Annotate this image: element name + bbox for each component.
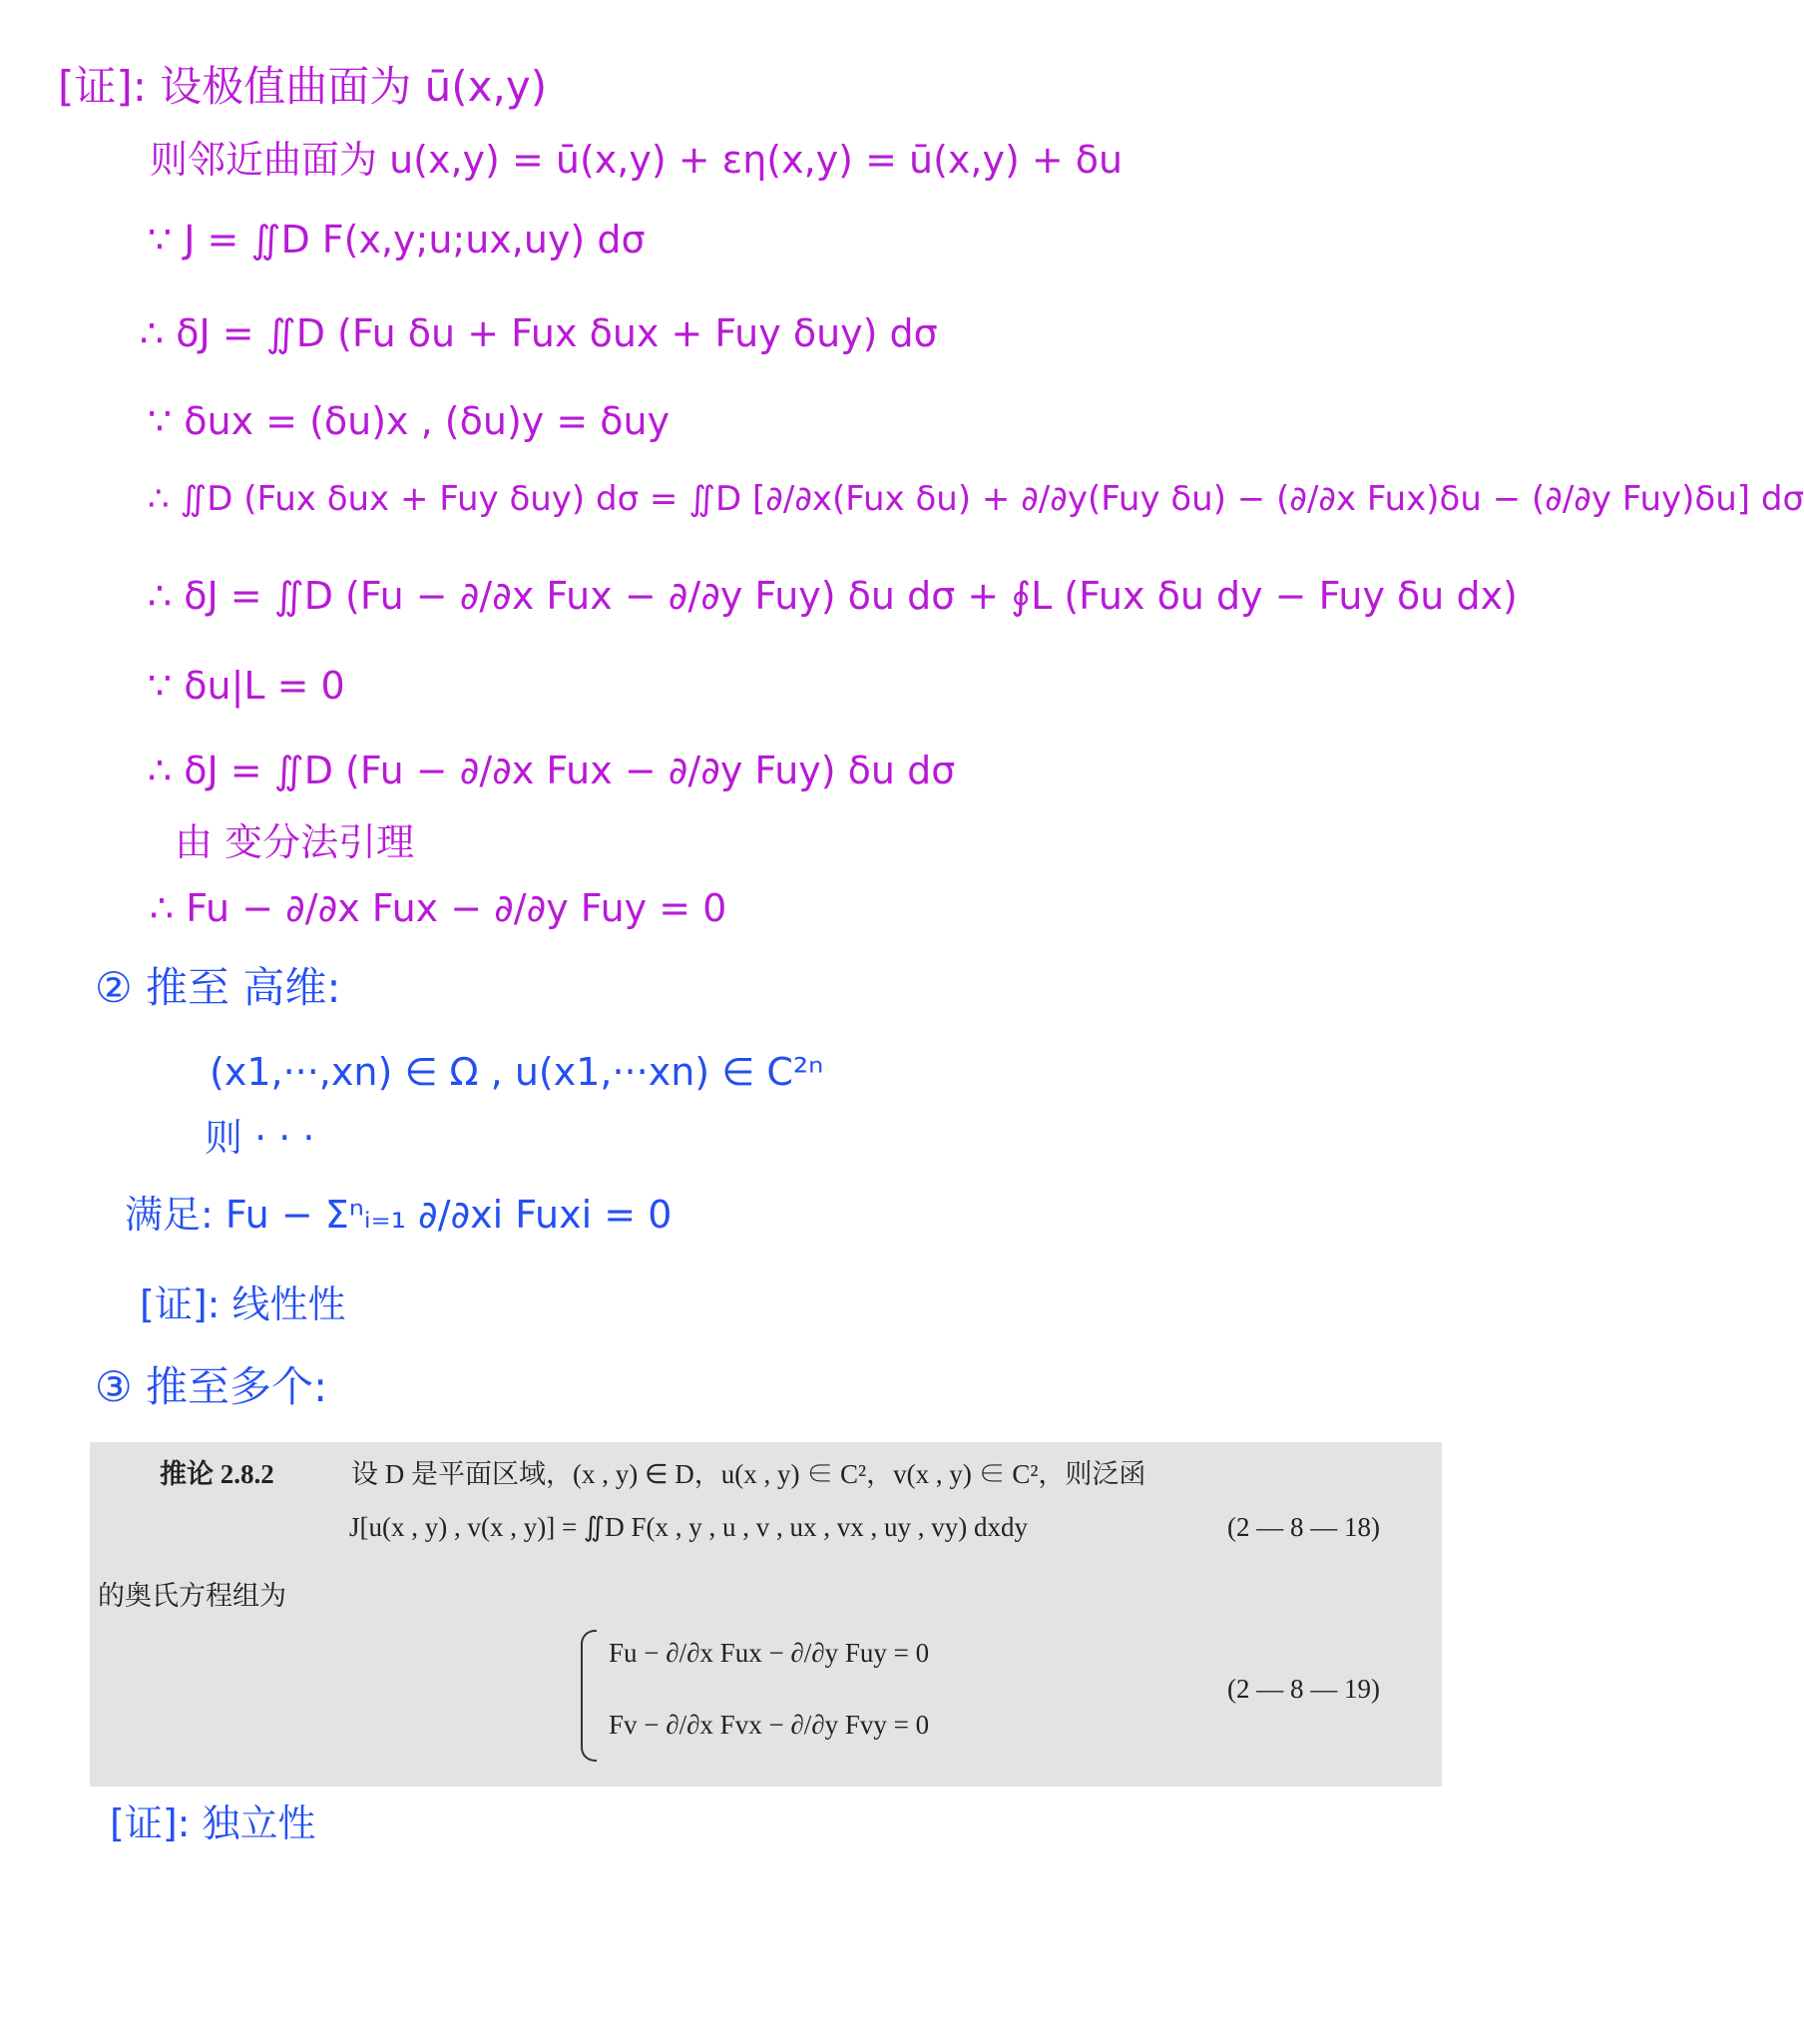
proof-line-9: ∴ δJ = ∬D (Fu − ∂/∂x Fux − ∂/∂y Fuy) δu dσ [148, 749, 956, 792]
proof-line-1: [证]: 设极值曲面为 ū(x,y) [58, 62, 548, 111]
functional-equation: J[u(x , y) , v(x , y)] = ∬D F(x , y , u , v , ux , vx , uy , vy) dxdy [349, 1512, 1028, 1542]
higher-dim-domain: (x1,···,xn) ∈ Ω , u(x1,···xn) ∈ C²ⁿ [210, 1050, 824, 1094]
proof-line-8: ∵ δu|L = 0 [148, 664, 345, 708]
proof-line-2: 则邻近曲面为 u(x,y) = ū(x,y) + εη(x,y) = ū(x,y) + δu [150, 138, 1124, 182]
system-brace [581, 1630, 597, 1762]
higher-dim-equation: 满足: Fu − Σⁿᵢ₌₁ ∂/∂xi Fuxi = 0 [125, 1193, 673, 1237]
euler-equation-v: Fv − ∂/∂x Fvx − ∂/∂y Fvy = 0 [609, 1710, 930, 1740]
section-3-heading: ③ 推至多个: [95, 1362, 328, 1411]
proof-line-7: ∴ δJ = ∬D (Fu − ∂/∂x Fux − ∂/∂y Fuy) δu dσ + ∮L (Fux δu dy − Fuy δu dx) [148, 574, 1518, 618]
equation-number-18: (2 — 8 — 18) [1227, 1512, 1380, 1542]
corollary-label: 推论 2.8.2 [160, 1459, 274, 1489]
proof-line-10: 由 变分法引理 [175, 820, 415, 864]
proof-line-5: ∵ δux = (δu)x , (δu)y = δuy [148, 399, 671, 443]
higher-dim-then: 则 · · · [205, 1116, 315, 1160]
euler-equation-u: Fu − ∂/∂x Fux − ∂/∂y Fuy = 0 [609, 1638, 930, 1668]
equation-number-19: (2 — 8 — 19) [1227, 1674, 1380, 1704]
proof-linearity: [证]: 线性性 [140, 1282, 346, 1326]
proof-line-11: ∴ Fu − ∂/∂x Fux − ∂/∂y Fuy = 0 [150, 886, 727, 930]
euler-system-intro: 的奥氏方程组为 [98, 1581, 286, 1611]
proof-independence: [证]: 独立性 [110, 1801, 316, 1845]
proof-line-3: ∵ J = ∬D F(x,y;u;ux,uy) dσ [148, 218, 646, 261]
textbook-excerpt [90, 1442, 1442, 1787]
proof-line-6: ∴ ∬D (Fux δux + Fuy δuy) dσ = ∬D [∂/∂x(Fux δu) + ∂/∂y(Fuy δu) − (∂/∂x Fux)δu − (∂/∂y Fuy)δu] dσ [148, 479, 1804, 519]
section-2-heading: ② 推至 高维: [95, 963, 341, 1012]
proof-line-4: ∴ δJ = ∬D (Fu δu + Fux δux + Fuy δuy) dσ [140, 311, 938, 355]
corollary-statement: 设 D 是平面区域，(x , y) ∈ D，u(x , y) ∈ C²，v(x , y) ∈ C²，则泛函 [351, 1459, 1146, 1489]
